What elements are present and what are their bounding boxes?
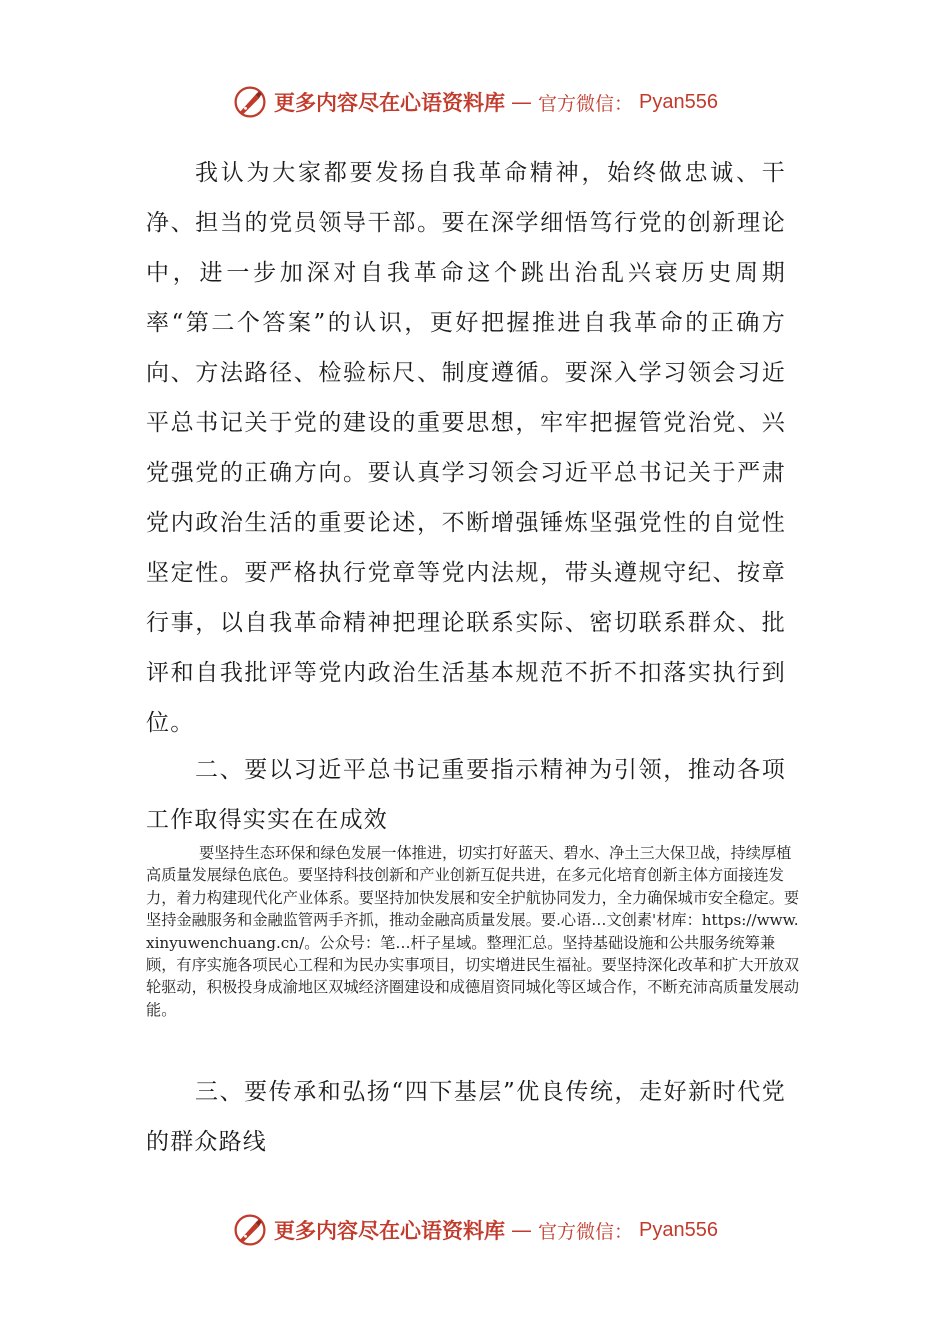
banner-wechat-id: Pyan556 (639, 90, 718, 113)
banner-brand-text: 更多内容尽在心语资料库 (274, 1218, 505, 1243)
section-heading-2: 二、要以习近平总书记重要指示精神为引领，推动各项工作取得实实在在成效 (146, 757, 786, 833)
body-paragraph-1: 我认为大家都要发扬自我革命精神，始终做忠诚、干净、担当的党员领导干部。要在深学细悟笃行党的创新理论中，进一步加深对自我革命这个跳出治乱兴衰历史周期率“第二个答案”的认识，更好把握推进自我革命的正确方向、方法路径、检验标尺、制度遵循。要深入学习领会习近平总书记关于党的建设的重要思想，牢牢把握管党治党、兴党强党的正确方向。要认真学习领会习近平总书记关于严肃党内政治生活的重要论述，不断增强锤炼坚强党性的自觉性坚定性。要严格执行党章等党内法规，带头遵规守纪、按章行事，以自我革命精神把理论联系实际、密切联系群众、批评和自我批评等党内政治生活基本规范不折不扣落实执行到位。 (146, 160, 786, 736)
banner-wechat-label: 官方微信： (538, 92, 634, 115)
footer-banner (0, 1208, 950, 1252)
banner-dash: — (511, 1218, 532, 1242)
section-heading-3: 三、要传承和弘扬“四下基层”优良传统，走好新时代党的群众路线 (146, 1079, 786, 1155)
pen-nib-logo-icon (232, 1212, 268, 1248)
banner-dash: — (511, 90, 532, 114)
banner-wechat-label: 官方微信： (538, 1220, 634, 1243)
pen-nib-logo-icon (232, 84, 268, 120)
banner-brand-text: 更多内容尽在心语资料库 (274, 90, 505, 115)
header-banner (0, 80, 950, 124)
body-paragraph-2: 要坚持生态环保和绿色发展一体推进，切实打好蓝天、碧水、净土三大保卫战，持续厚植高质量发展绿色底色。要坚持科技创新和产业创新互促共进，在多元化培育创新主体方面接连发力，着力构建现代化产业体系。要坚持加快发展和安全护航协同发力，全力确保城市安全稳定。要坚持金融服务和金融监管两手齐抓，推动金融高质量发展。要.心语…文创素'材库：https://www.xinyuwenchuang.cn/。公众号：笔…杆子星域。整理汇总。坚持基础设施和公共服务统筹兼顾，有序实施各项民心工程和为民办实事项目，切实增进民生福祉。要坚持深化改革和扩大开放双轮驱动，积极投身成渝地区双城经济圈建设和成德眉资同城化等区域合作，不断充沛高质量发展动能。 (146, 844, 800, 1019)
banner-wechat-id: Pyan556 (639, 1218, 718, 1241)
